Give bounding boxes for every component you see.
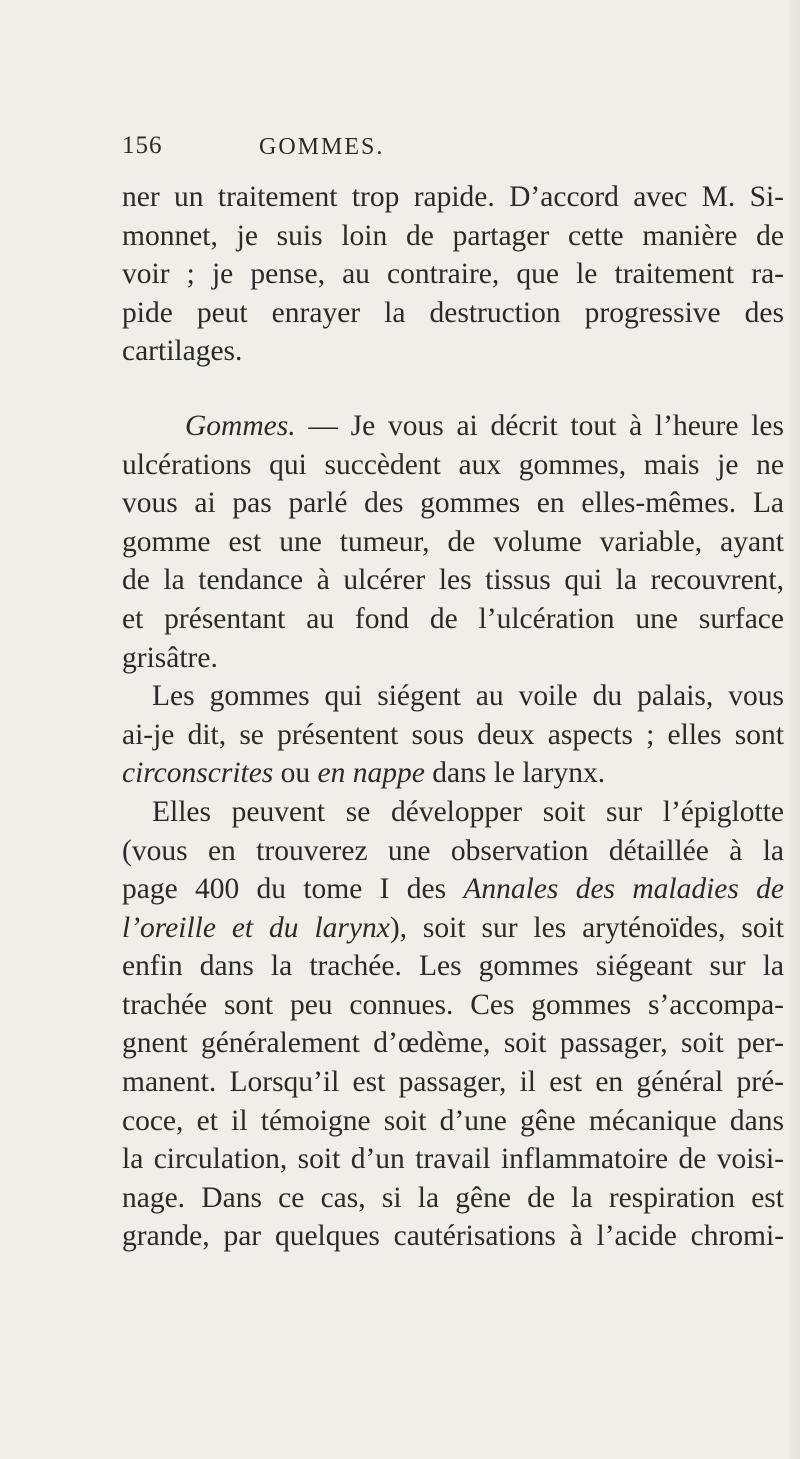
journal-title: Annales des maladies de xyxy=(463,873,784,906)
page-number: 156 xyxy=(122,132,163,159)
text-fragment: dans le larynx. xyxy=(424,757,606,790)
text-line: gomme est une tumeur, de volume variable, ayant xyxy=(122,525,784,558)
text-line: manent. Lorsqu’il est passager, il est en général pré- xyxy=(122,1066,784,1099)
text-line: de la tendance à ulcérer les tissus qui la recouvrent, xyxy=(122,564,784,597)
text-line: vous ai pas parlé des gommes en elles-mêmes. La xyxy=(122,487,784,520)
body-text xyxy=(122,178,784,1256)
text-line: ai-je dit, se présentent sous deux aspects ; elles sont xyxy=(122,718,784,751)
text-line: Les gommes qui siégent au voile du palais, vous xyxy=(152,680,784,713)
text-fragment: ), soit sur les aryténoïdes, soit xyxy=(389,911,784,944)
text-line: monnet, je suis loin de partager cette manière de xyxy=(122,219,784,252)
text-line: voir ; je pense, au contraire, que le traitement ra- xyxy=(122,258,784,291)
text-line: et présentant au fond de l’ulcération une surface xyxy=(122,602,784,635)
page-edge-shadow xyxy=(786,0,800,1459)
text-line: grande, par quelques cautérisations à l’acide chromi- xyxy=(122,1220,784,1253)
text-line: pide peut enrayer la destruction progressive des xyxy=(122,296,784,329)
italic-term: circonscrites xyxy=(122,757,274,790)
text-line xyxy=(122,754,784,793)
text-line: gnent généralement d’œdème, soit passager, soit per- xyxy=(122,1027,784,1060)
text-line: cartilages. xyxy=(122,335,243,368)
text-line: Elles peuvent se développer soit sur l’épiglotte xyxy=(152,795,784,828)
text-line: nage. Dans ce cas, si la gêne de la respiration est xyxy=(122,1181,784,1214)
journal-title: l’oreille et du larynx xyxy=(122,911,390,944)
running-head xyxy=(122,132,782,172)
text-line: (vous en trouverez une observation détaillée à la xyxy=(122,834,784,867)
text-line: enfin dans la trachée. Les gommes siégeant sur la xyxy=(122,950,784,983)
text-line: la circulation, soit d’un travail inflammatoire de voisi- xyxy=(122,1143,784,1176)
text-fragment: — Je vous ai décrit tout à l’heure les xyxy=(295,409,784,442)
text-line: trachée sont peu connues. Ces gommes s’accompa- xyxy=(122,988,784,1021)
text-fragment: page 400 du tome I des xyxy=(122,873,464,906)
paragraph-continuation xyxy=(122,178,784,371)
text-line: ner un traitement trop rapide. D’accord avec M. Si- xyxy=(122,181,784,213)
running-title: GOMMES. xyxy=(259,134,385,160)
text-fragment: ou xyxy=(273,757,318,790)
section-heading: Gommes. xyxy=(185,409,296,442)
text-line: ulcérations qui succèdent aux gommes, mais je ne xyxy=(122,448,784,481)
paragraph-voile-palais xyxy=(122,677,784,793)
text-line xyxy=(122,407,784,446)
italic-term: en nappe xyxy=(317,757,425,790)
text-line: coce, et il témoigne soit d’une gêne mécanique dans xyxy=(122,1104,784,1137)
paragraph-epiglotte xyxy=(122,793,784,1256)
text-line: grisâtre. xyxy=(122,641,218,674)
paragraph-gommes xyxy=(122,407,784,677)
text-line xyxy=(122,870,784,909)
text-line xyxy=(122,909,784,948)
